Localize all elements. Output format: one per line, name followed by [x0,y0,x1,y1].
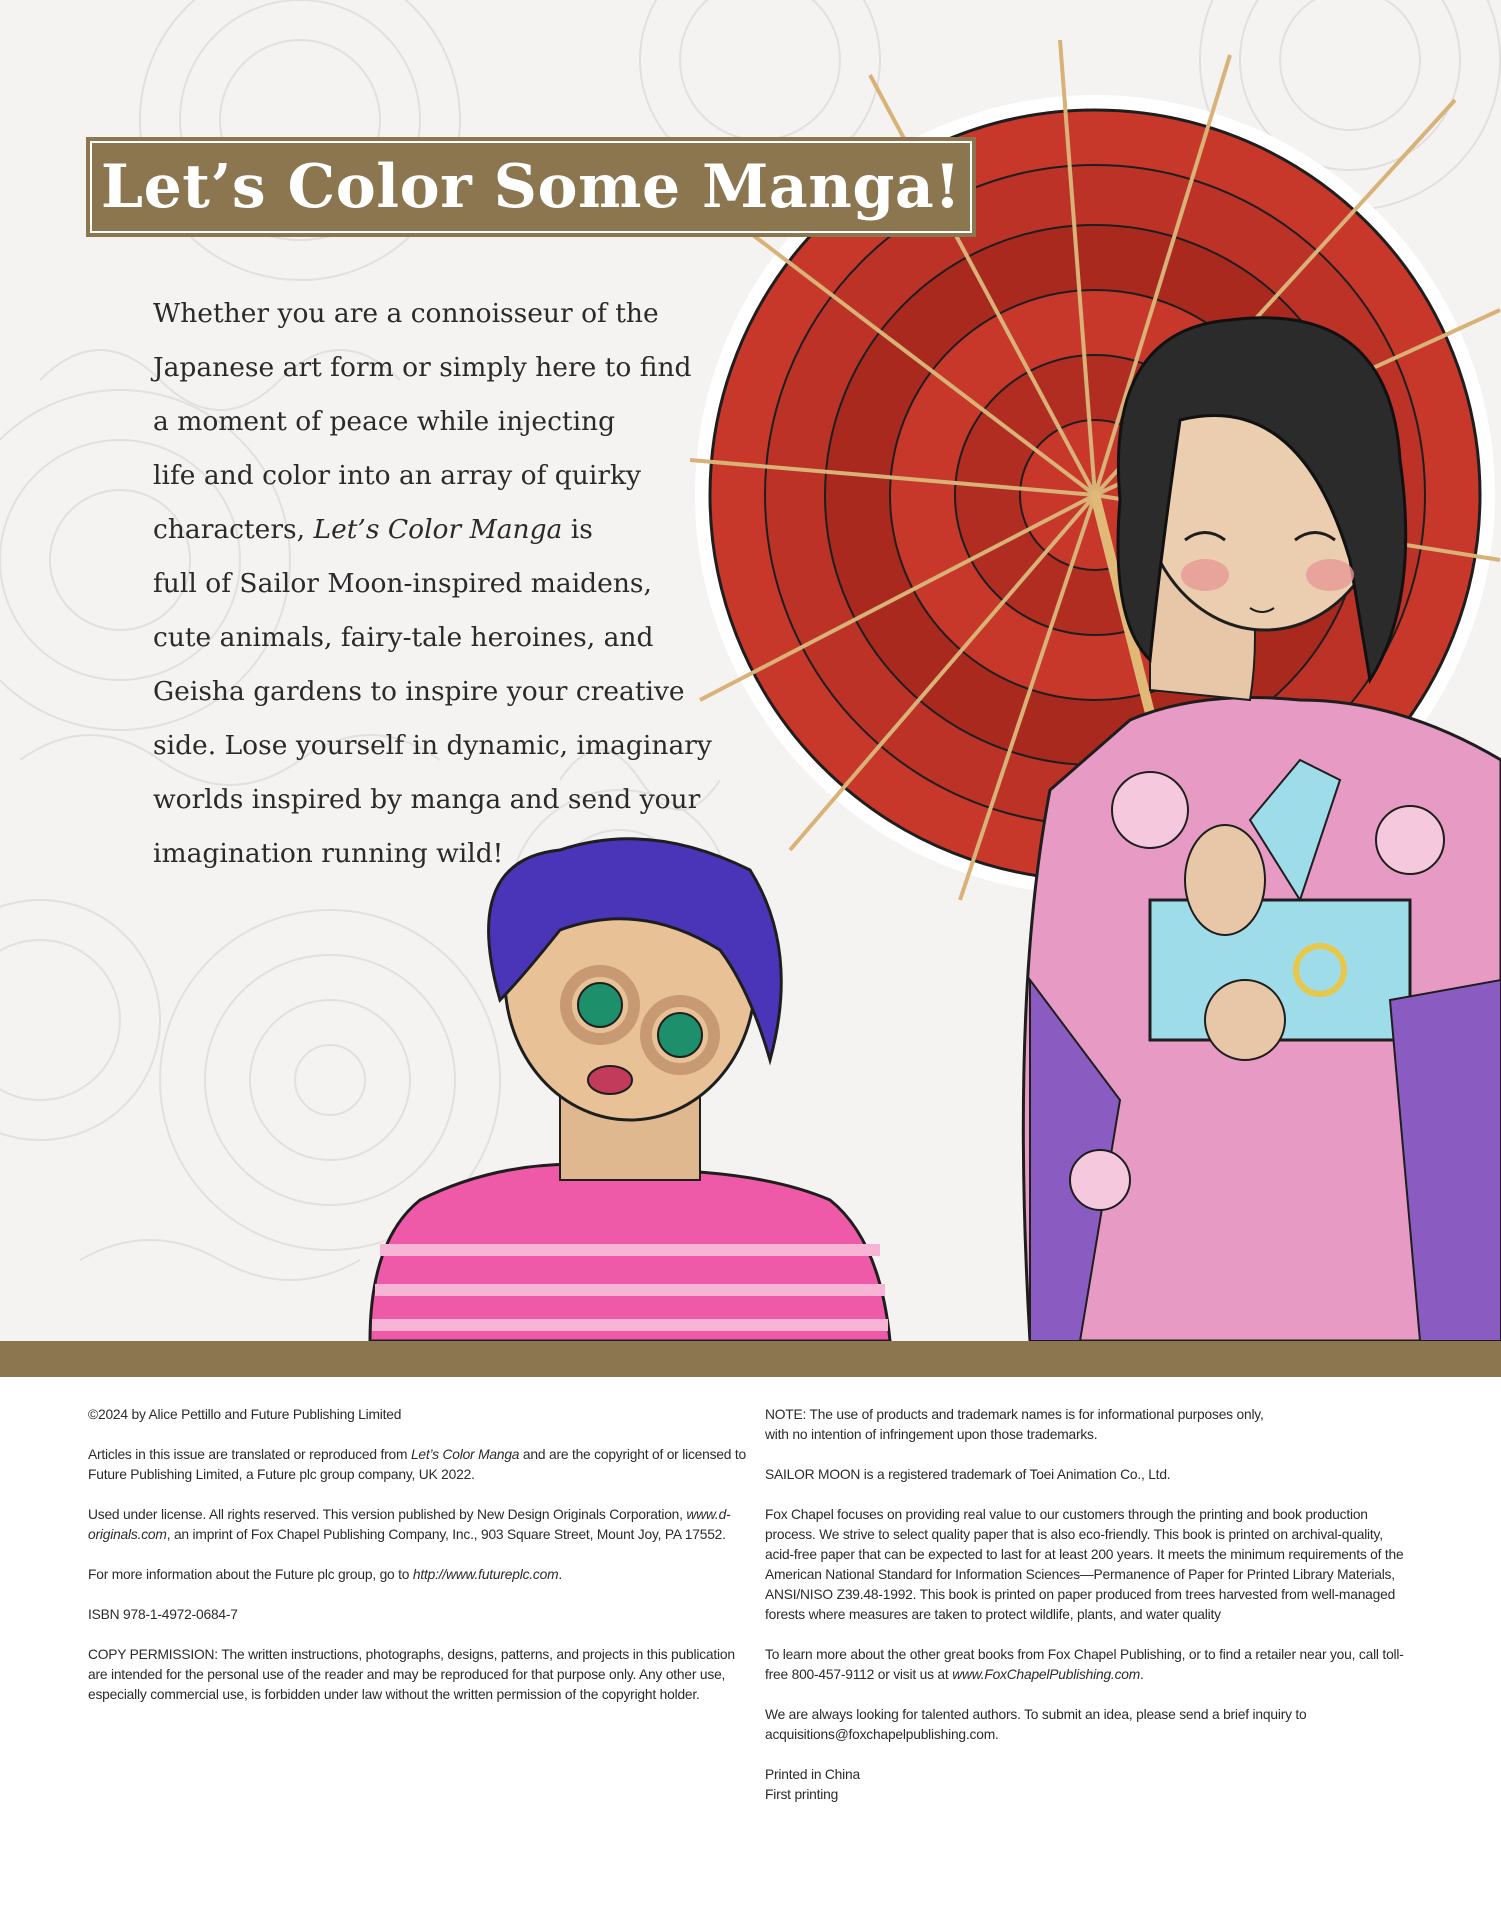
book-title-italic: Let’s Color Manga [313,514,563,545]
publisher-url[interactable]: www.d-originals.com [88,1507,731,1542]
license-notice [88,1505,748,1545]
note-text: with no intention of infringement upon those trademarks. [765,1427,1098,1442]
intro-line: worlds inspired by manga and send your [153,784,701,815]
intro-line: side. Lose yourself in dynamic, imaginary [153,730,712,761]
book-title-italic: Let’s Color Manga [410,1447,520,1462]
print-info [765,1765,1415,1805]
divider-band [0,1341,1501,1377]
license-text: Used under license. All rights reserved. This version published by New Design Originals Corporation, [88,1507,687,1522]
intro-line: a moment of peace while injecting [153,406,616,437]
license-text: , an imprint of Fox Chapel Publishing Company, Inc., 903 Square Street, Mount Joy, PA 17552. [166,1527,726,1542]
learn-more [765,1645,1415,1685]
future-info [88,1565,748,1585]
future-text: For more information about the Future plc group, go to [88,1567,413,1582]
intro-line [153,503,753,557]
intro-paragraph [153,287,753,881]
copyright-notice: ©2024 by Alice Pettillo and Future Publishing Limited [88,1407,402,1422]
colophon-right-column [765,1405,1415,1825]
copy-permission: COPY PERMISSION: The written instructions, photographs, designs, patterns, and projects in this publication are intended for the personal use of the reader and may be reproduced for that purpose only. Any other use, especially commercial use, is forbidden under law without the written permission of the copyright holder. [88,1647,735,1702]
intro-line: full of Sailor Moon-inspired maidens, [153,568,652,599]
isbn: ISBN 978-1-4972-0684-7 [88,1607,238,1622]
trademark-note [765,1405,1415,1445]
intro-line: Geisha gardens to inspire your creative [153,676,685,707]
printed-in: Printed in China [765,1767,860,1782]
intro-text: characters, [153,514,314,545]
articles-text: Articles in this issue are translated or reproduced from [88,1447,411,1462]
note-text: NOTE: The use of products and trademark names is for informational purposes only, [765,1407,1264,1422]
intro-line: life and color into an array of quirky [153,460,642,491]
intro-text: is [562,514,593,545]
intro-line: cute animals, fairy-tale heroines, and [153,622,654,653]
page-title: Let’s Color Some Manga! [100,152,962,222]
authors-inquiry: We are always looking for talented authors. To submit an idea, please send a brief inquiry to acquisitions@foxchapelpublishing.com. [765,1707,1307,1742]
printing-edition: First printing [765,1787,839,1802]
intro-line: Whether you are a connoisseur of the [153,298,659,329]
title-banner [86,137,976,237]
foxchapel-url[interactable]: www.FoxChapelPublishing.com [952,1667,1141,1682]
futureplc-url[interactable]: http://www.futureplc.com [412,1567,559,1582]
intro-line: imagination running wild! [153,838,504,869]
learn-text: . [1140,1667,1144,1682]
learn-text: To learn more about the other great books from Fox Chapel Publishing, or to find a retailer near you, call toll-free 800-457-9112 or visit us at [765,1647,1404,1682]
intro-line: Japanese art form or simply here to find [153,352,692,383]
purple-hair-girl [370,839,890,1341]
articles-notice [88,1445,748,1485]
articles-text: and are the copyright of or licensed to Future Publishing Limited, a Future plc group company, UK 2022. [88,1447,746,1482]
colophon-left-column [88,1405,748,1725]
sailor-moon-trademark: SAILOR MOON is a registered trademark of Toei Animation Co., Ltd. [765,1467,1171,1482]
future-text: . [558,1567,563,1582]
paper-statement: Fox Chapel focuses on providing real value to our customers through the printing and book production process. We strive to select quality paper that is also eco-friendly. This book is printed on archival-quality, acid-free paper that can be expected to last for at least 200 years. It meets the minimum requirements of the American National Standard for Information Sciences—Permanence of Paper for Printed Library Materials, ANSI/NISO Z39.48-1992. This book is printed on paper produced from trees harvested from well-managed forests where measures are taken to protect wildlife, plants, and water quality [765,1507,1404,1622]
